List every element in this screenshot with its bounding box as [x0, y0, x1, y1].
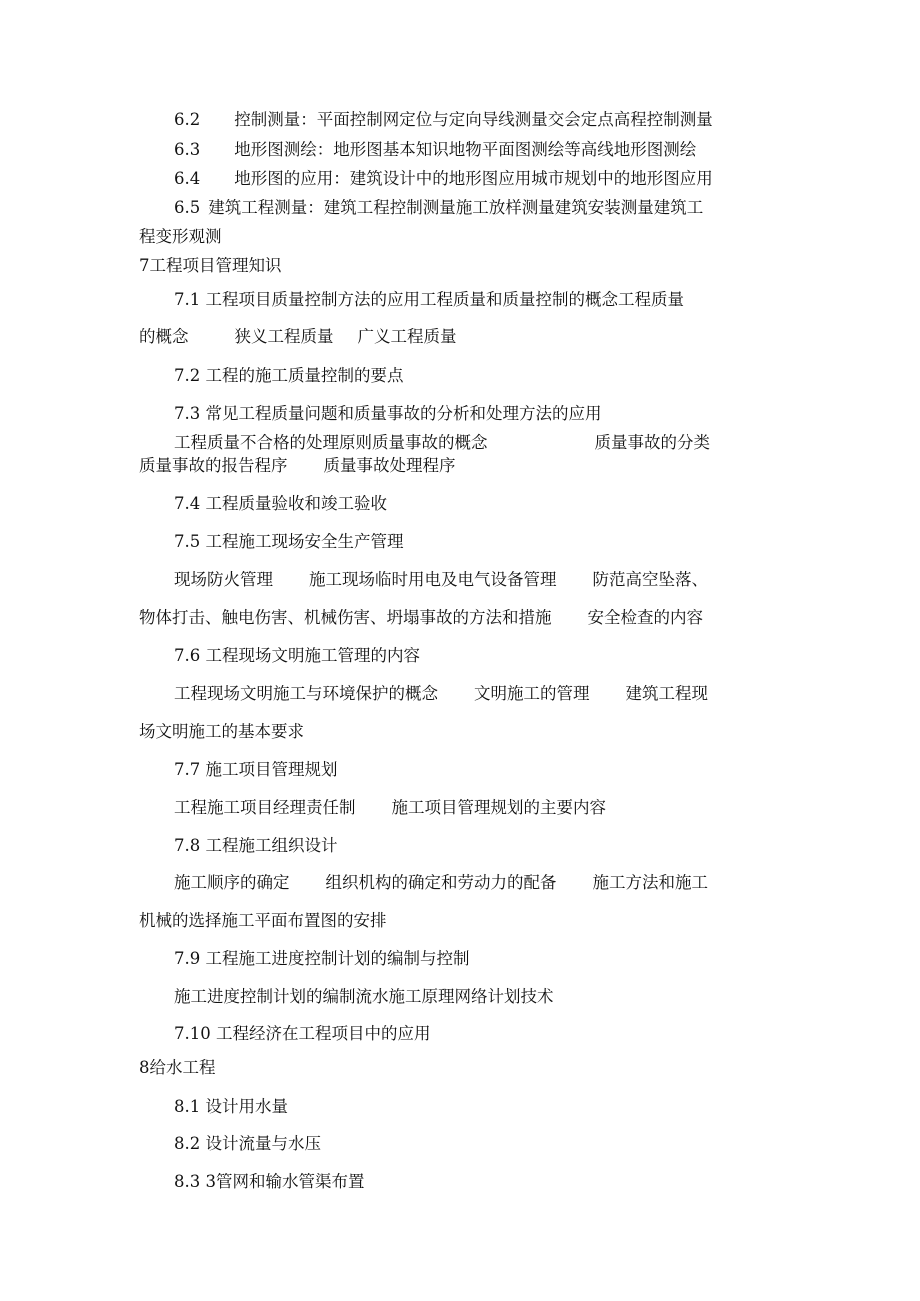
section-number: 6.3	[174, 140, 201, 159]
item-text: 施工进度控制计划的编制流水施工原理网络计划技术	[174, 987, 554, 1006]
section-7-5-items-continued	[139, 608, 703, 628]
section-text: 7.6 工程现场文明施工管理的内容	[174, 646, 420, 665]
item-text: 物体打击、触电伤害、机械伤害、坍塌事故的方法和措施	[139, 608, 552, 627]
item-text: 质量事故的报告程序	[139, 456, 288, 475]
section-6-5	[174, 198, 703, 218]
item-text: 防范高空坠落、	[592, 570, 708, 589]
section-text: 7.3 常见工程质量问题和质量事故的分析和处理方法的应用	[174, 404, 602, 423]
section-number: 6.4	[174, 169, 201, 188]
item-text: 工程施工项目经理责任制	[174, 798, 356, 817]
section-7-4	[174, 494, 387, 514]
item-text: 广义工程质量	[357, 327, 457, 346]
item-text: 文明施工的管理	[474, 684, 590, 703]
section-7-6-items-continued	[139, 722, 304, 742]
item-text: 组织机构的确定和劳动力的配备	[325, 873, 557, 892]
item-text: 施工方法和施工	[592, 873, 708, 892]
item-text: 的概念	[139, 327, 189, 346]
section-7-1-continued	[139, 327, 457, 347]
section-text: 7.7 施工项目管理规划	[174, 760, 338, 779]
section-7-7	[174, 760, 338, 780]
section-7-6-items	[174, 684, 708, 704]
section-number: 6.5	[174, 198, 201, 217]
section-text: 7.9 工程施工进度控制计划的编制与控制	[174, 949, 470, 968]
section-6-4	[174, 169, 713, 189]
chapter-title: 7工程项目管理知识	[139, 256, 282, 275]
section-number: 6.2	[174, 110, 201, 129]
section-7-5	[174, 532, 404, 552]
section-text: 7.5 工程施工现场安全生产管理	[174, 532, 404, 551]
section-8-3	[174, 1172, 364, 1192]
section-7-7-items	[174, 798, 606, 818]
section-7-9	[174, 949, 470, 969]
section-text: 建筑工程测量：建筑工程控制测量施工放样测量建筑安装测量建筑工	[208, 198, 704, 217]
section-7-8	[174, 836, 338, 856]
section-text: 8.2 设计流量与水压	[174, 1134, 321, 1153]
item-text: 质量事故的分类	[594, 433, 710, 452]
section-text: 7.4 工程质量验收和竣工验收	[174, 494, 387, 513]
section-text: 8.3 3管网和输水管渠布置	[174, 1172, 365, 1191]
section-7-5-items	[174, 570, 708, 590]
section-7-9-items	[174, 987, 554, 1007]
chapter-title: 8给水工程	[139, 1058, 216, 1077]
item-text: 场文明施工的基本要求	[139, 722, 304, 741]
section-8-1	[174, 1097, 288, 1117]
section-7-8-items	[174, 873, 708, 893]
item-text: 质量事故处理程序	[323, 456, 456, 475]
section-text: 7.8 工程施工组织设计	[174, 836, 338, 855]
item-text: 工程质量不合格的处理原则质量事故的概念	[174, 433, 488, 452]
item-text: 狭义工程质量	[234, 327, 334, 346]
section-6-5-continued	[139, 227, 222, 247]
section-text: 7.1 工程项目质量控制方法的应用工程质量和质量控制的概念工程质量	[174, 290, 684, 309]
section-7-6	[174, 646, 420, 666]
section-text: 控制测量：平面控制网定位与定向导线测量交会定点高程控制测量	[234, 110, 713, 129]
item-text: 建筑工程现	[625, 684, 708, 703]
item-text: 安全检查的内容	[587, 608, 703, 627]
section-text: 地形图测绘：地形图基本知识地物平面图测绘等高线地形图测绘	[234, 140, 697, 159]
item-text: 施工项目管理规划的主要内容	[391, 798, 606, 817]
section-text: 程变形观测	[139, 227, 222, 246]
item-text: 现场防火管理	[174, 570, 273, 589]
section-text: 7.10 工程经济在工程项目中的应用	[174, 1024, 431, 1043]
section-text: 地形图的应用：建筑设计中的地形图应用城市规划中的地形图应用	[234, 169, 713, 188]
section-7-2	[174, 366, 404, 386]
section-7-8-items-continued	[139, 911, 387, 931]
item-text: 工程现场文明施工与环境保护的概念	[174, 684, 438, 703]
section-text: 8.1 设计用水量	[174, 1097, 288, 1116]
item-text: 施工现场临时用电及电气设备管理	[309, 570, 557, 589]
section-7-3-items-continued	[139, 456, 456, 476]
item-text: 施工顺序的确定	[174, 873, 290, 892]
chapter-7-heading	[139, 256, 282, 276]
chapter-8-heading	[139, 1058, 216, 1078]
section-7-1	[174, 290, 684, 310]
item-text: 机械的选择施工平面布置图的安排	[139, 911, 387, 930]
section-8-2	[174, 1134, 321, 1154]
section-7-10	[174, 1024, 430, 1044]
section-text: 7.2 工程的施工质量控制的要点	[174, 366, 404, 385]
section-6-2	[174, 110, 713, 130]
section-7-3	[174, 404, 602, 424]
section-7-3-items	[174, 433, 710, 453]
section-6-3	[174, 140, 696, 160]
